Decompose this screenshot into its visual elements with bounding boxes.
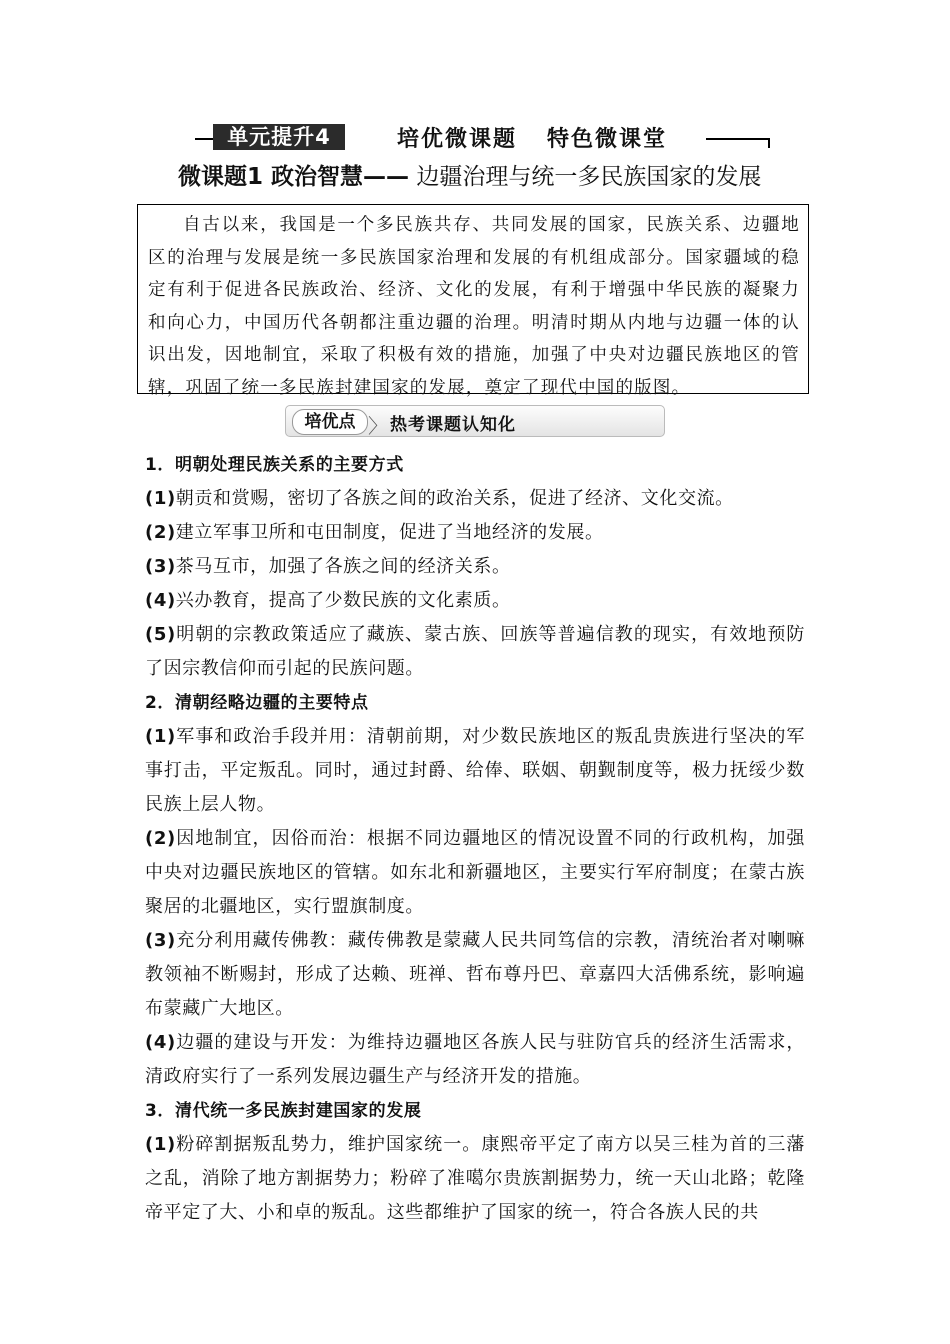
unit-subtitle (397, 122, 667, 153)
list-item: (3)茶马互市，加强了各族之间的经济关系。 (145, 556, 511, 577)
unit-subtitle-2: 特色微课堂 (547, 127, 668, 152)
tag-pill: 培优点 (292, 409, 368, 435)
section-heading: 3．清代统一多民族封建国家的发展 (145, 1101, 422, 1121)
title-prefix: 微课题1 政治智慧—— (178, 164, 410, 190)
title-main: 边疆治理与统一多民族国家的发展 (409, 164, 762, 190)
list-item: (1)军事和政治手段并用：清朝前期，对少数民族地区的叛乱贵族进行坚决的军事打击，平定叛乱。同时，通过封爵、给俸、联姻、朝觐制度等，极力抚绥少数民族上层人物。 (145, 726, 805, 815)
page-title (178, 158, 798, 196)
header-rule-tick (768, 138, 770, 148)
list-item: (4)兴办教育，提高了少数民族的文化素质。 (145, 590, 511, 611)
unit-badge: 单元提升4 (213, 124, 345, 150)
unit-subtitle-1: 培优微课题 (397, 127, 518, 152)
header-rule-left (195, 138, 213, 140)
list-item: (3)充分利用藏传佛教：藏传佛教是蒙藏人民共同笃信的宗教，清统治者对喇嘛教领袖不断赐封，形成了达赖、班禅、哲布尊丹巴、章嘉四大活佛系统，影响遍布蒙藏广大地区。 (145, 930, 805, 1019)
header-rule-right (706, 138, 770, 140)
list-item: (2)建立军事卫所和屯田制度，促进了当地经济的发展。 (145, 522, 604, 543)
main-content (145, 448, 805, 1230)
section-heading: 1．明朝处理民族关系的主要方式 (145, 455, 404, 475)
list-item: (5)明朝的宗教政策适应了藏族、蒙古族、回族等普遍信教的现实，有效地预防了因宗教信仰而引起的民族问题。 (145, 624, 805, 679)
list-item: (2)因地制宜，因俗而治：根据不同边疆地区的情况设置不同的行政机构，加强中央对边疆民族地区的管辖。如东北和新疆地区，主要实行军府制度；在蒙古族聚居的北疆地区，实行盟旗制度。 (145, 828, 805, 917)
section-tag (285, 405, 665, 437)
section-heading: 2．清朝经略边疆的主要特点 (145, 693, 369, 713)
intro-box: 自古以来，我国是一个多民族共存、共同发展的国家，民族关系、边疆地区的治理与发展是统一多民族国家治理和发展的有机组成部分。国家疆域的稳定有利于促进各民族政治、经济、文化的发展，有利于增强中华民族的凝聚力和向心力，中国历代各朝都注重边疆的治理。明清时期从内地与边疆一体的认识出发，因地制宜，采取了积极有效的措施，加强了中央对边疆民族地区的管辖，巩固了统一多民族封建国家的发展，奠定了现代中国的版图。 (137, 204, 809, 394)
list-item: (1)朝贡和赏赐，密切了各族之间的政治关系，促进了经济、文化交流。 (145, 488, 734, 509)
chevron-right-icon: 〉 (368, 414, 388, 438)
list-item: (1)粉碎割据叛乱势力，维护国家统一。康熙帝平定了南方以吴三桂为首的三藩之乱，消除了地方割据势力；粉碎了准噶尔贵族割据势力，统一天山北路；乾隆帝平定了大、小和卓的叛乱。这些都维护了国家的统一，符合各族人民的共 (145, 1134, 805, 1223)
list-item: (4)边疆的建设与开发：为维持边疆地区各族人民与驻防官兵的经济生活需求，清政府实行了一系列发展边疆生产与经济开发的措施。 (145, 1032, 805, 1087)
tag-text: 热考课题认知化 (390, 415, 516, 435)
unit-header-bar (195, 122, 770, 152)
